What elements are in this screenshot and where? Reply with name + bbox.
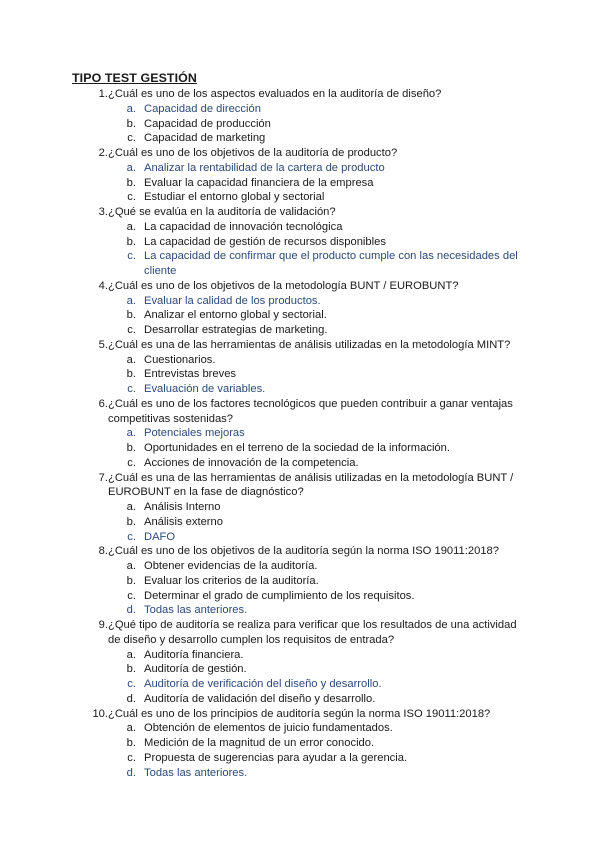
option-text: Todas las anteriores. (144, 766, 248, 779)
answer-option (0, 117, 600, 132)
page-title: TIPO TEST GESTIÓN (72, 71, 197, 85)
option-letter: a. (126, 427, 136, 440)
answer-option (0, 574, 600, 589)
correct-option (0, 603, 600, 618)
option-letter: d. (126, 692, 136, 705)
question-line (0, 618, 600, 633)
option-letter: b. (126, 235, 136, 248)
option-letter: b. (126, 368, 136, 381)
answer-option (0, 692, 600, 707)
option-letter: b. (126, 515, 136, 528)
question-item (0, 397, 600, 471)
option-text: Oportunidades en el terreno de la sociedad de la información. (144, 442, 450, 454)
option-letter: b. (126, 574, 136, 587)
option-text: Auditoría de gestión. (144, 663, 247, 676)
option-letter: a. (126, 501, 136, 513)
option-text: Desarrollar estrategias de marketing. (144, 324, 328, 336)
correct-option (0, 426, 600, 441)
answer-option (0, 456, 600, 471)
question-number: 9. (98, 619, 108, 631)
question-list (0, 87, 600, 780)
question-line (0, 544, 600, 559)
question-text: ¿Cuál es uno de los objetivos de la auditoría según la norma ISO 19011:2018? (108, 545, 499, 558)
option-letter: c. (127, 530, 136, 543)
answer-option (0, 176, 600, 191)
option-text: Analizar el entorno global y sectorial. (144, 309, 327, 322)
answer-option (0, 190, 600, 205)
option-text: Análisis Interno (144, 501, 221, 513)
option-text: Evaluar la calidad de los productos. (144, 294, 321, 307)
question-number: 4. (98, 279, 108, 292)
question-item (0, 338, 600, 397)
option-letter: a. (126, 220, 136, 233)
option-letter: c. (127, 589, 136, 602)
correct-option (0, 530, 600, 545)
option-text: La capacidad de confirmar que el producto cumple con las necesidades del (144, 250, 518, 263)
answer-option (0, 367, 600, 382)
option-letter: a. (126, 648, 136, 661)
option-text: Analizar la rentabilidad de la cartera de producto (144, 161, 385, 174)
question-line (0, 397, 600, 412)
question-number: 10. (92, 707, 108, 720)
option-text: Auditoría de validación del diseño y desarrollo. (144, 692, 376, 705)
option-text: Obtener evidencias de la auditoría. (144, 560, 318, 572)
option-letter: a. (126, 161, 136, 174)
option-text: Auditoría de verificación del diseño y desarrollo. (144, 678, 382, 690)
answer-option (0, 648, 600, 663)
answer-option (0, 131, 600, 146)
question-line (0, 633, 600, 648)
option-letter: a. (126, 722, 136, 735)
option-letter: a. (126, 294, 136, 307)
answer-option (0, 751, 600, 766)
correct-option (0, 766, 600, 781)
answer-option (0, 441, 600, 456)
option-letter: d. (126, 604, 136, 617)
question-text: de diseño y desarrollo cumplen los requisitos de entrada? (108, 633, 395, 646)
question-number: 5. (98, 338, 108, 351)
question-item (0, 707, 600, 781)
option-text: Capacidad de dirección (144, 102, 261, 115)
option-text: La capacidad de innovación tecnológica (144, 220, 343, 233)
question-number: 7. (98, 471, 108, 484)
option-text: Propuesta de sugerencias para ayudar a la gerencia. (144, 751, 408, 764)
option-text: Evaluar los criterios de la auditoría. (144, 574, 319, 587)
question-item (0, 618, 600, 707)
option-text: Entrevistas breves (144, 368, 237, 381)
question-number: 3. (98, 206, 108, 218)
option-letter: b. (126, 117, 136, 130)
option-text: Análisis externo (144, 515, 223, 528)
answer-option (0, 323, 600, 338)
option-text: DAFO (144, 530, 176, 543)
correct-option (0, 264, 600, 279)
answer-option (0, 589, 600, 604)
question-text: ¿Qué tipo de auditoría se realiza para verificar que los resultados de una actividad (108, 619, 517, 631)
question-line (0, 707, 600, 722)
answer-option (0, 220, 600, 235)
question-line (0, 279, 600, 294)
answer-option (0, 559, 600, 574)
answer-option (0, 721, 600, 736)
option-text: Potenciales mejoras (144, 427, 245, 440)
answer-option (0, 662, 600, 677)
option-letter: a. (126, 353, 136, 366)
question-number: 2. (98, 147, 108, 159)
option-text: La capacidad de gestión de recursos disponibles (144, 235, 386, 248)
option-letter: c. (127, 383, 136, 395)
question-line (0, 205, 600, 220)
correct-option (0, 161, 600, 176)
option-text: cliente (144, 265, 177, 277)
option-text: Acciones de innovación de la competencia. (144, 456, 359, 469)
correct-option (0, 102, 600, 117)
option-text: Auditoría financiera. (144, 648, 244, 661)
question-item (0, 544, 600, 618)
question-line (0, 338, 600, 353)
answer-option (0, 353, 600, 368)
question-line (0, 412, 600, 427)
answer-option (0, 500, 600, 515)
question-line (0, 87, 600, 102)
question-text: ¿Cuál es una de las herramientas de análisis utilizadas en la metodología MINT? (108, 338, 511, 351)
correct-option (0, 249, 600, 264)
question-item (0, 146, 600, 205)
question-text: ¿Qué se evalúa en la auditoría de validación? (108, 206, 336, 218)
question-line (0, 471, 600, 486)
answer-option (0, 736, 600, 751)
correct-option (0, 677, 600, 692)
option-letter: b. (126, 442, 136, 454)
answer-option (0, 235, 600, 250)
option-text: Capacidad de marketing (144, 132, 266, 145)
question-text: ¿Cuál es una de las herramientas de análisis utilizadas en la metodología BUNT / (108, 471, 514, 484)
option-text: Evaluación de variables. (144, 383, 266, 395)
question-text: ¿Cuál es uno de los objetivos de la metodología BUNT / EUROBUNT? (108, 279, 459, 292)
option-text: Medición de la magnitud de un error conocido. (144, 737, 375, 749)
option-letter: b. (126, 737, 136, 749)
question-text: competitivas sostenidas? (108, 412, 233, 425)
question-number: 1. (98, 88, 108, 100)
option-letter: c. (127, 456, 136, 469)
question-line (0, 485, 600, 500)
question-item (0, 471, 600, 545)
question-text: ¿Cuál es uno de los factores tecnológicos que pueden contribuir a ganar ventajas (108, 397, 513, 410)
question-item (0, 279, 600, 338)
option-text: Capacidad de producción (144, 117, 271, 130)
option-letter: b. (126, 176, 136, 189)
question-text: ¿Cuál es uno de los objetivos de la auditoría de producto? (108, 147, 398, 159)
option-text: Obtención de elementos de juicio fundamentados. (144, 722, 393, 735)
option-text: Todas las anteriores. (144, 604, 248, 617)
option-letter: d. (126, 766, 136, 779)
question-number: 6. (98, 397, 108, 410)
question-text: EUROBUNT en la fase de diagnóstico? (108, 486, 304, 499)
option-letter: b. (126, 663, 136, 676)
option-letter: c. (127, 678, 136, 690)
option-letter: a. (126, 560, 136, 572)
option-letter: a. (126, 102, 136, 115)
option-text: Estudiar el entorno global y sectorial (144, 191, 325, 204)
option-letter: c. (127, 132, 136, 145)
option-letter: b. (126, 309, 136, 322)
option-letter: c. (127, 250, 136, 263)
question-item (0, 205, 600, 279)
correct-option (0, 382, 600, 397)
answer-option (0, 308, 600, 323)
question-line (0, 146, 600, 161)
option-text: Evaluar la capacidad financiera de la empresa (144, 176, 374, 189)
question-item (0, 87, 600, 146)
option-letter: c. (127, 324, 136, 336)
option-text: Determinar el grado de cumplimiento de los requisitos. (144, 589, 415, 602)
question-text: ¿Cuál es uno de los principios de auditoría según la norma ISO 19011:2018? (108, 707, 491, 720)
option-letter: c. (127, 751, 136, 764)
option-text: Cuestionarios. (144, 353, 216, 366)
question-number: 8. (98, 545, 108, 558)
question-text: ¿Cuál es uno de los aspectos evaluados en la auditoría de diseño? (108, 88, 442, 100)
option-letter: c. (127, 191, 136, 204)
answer-option (0, 515, 600, 530)
correct-option (0, 294, 600, 309)
